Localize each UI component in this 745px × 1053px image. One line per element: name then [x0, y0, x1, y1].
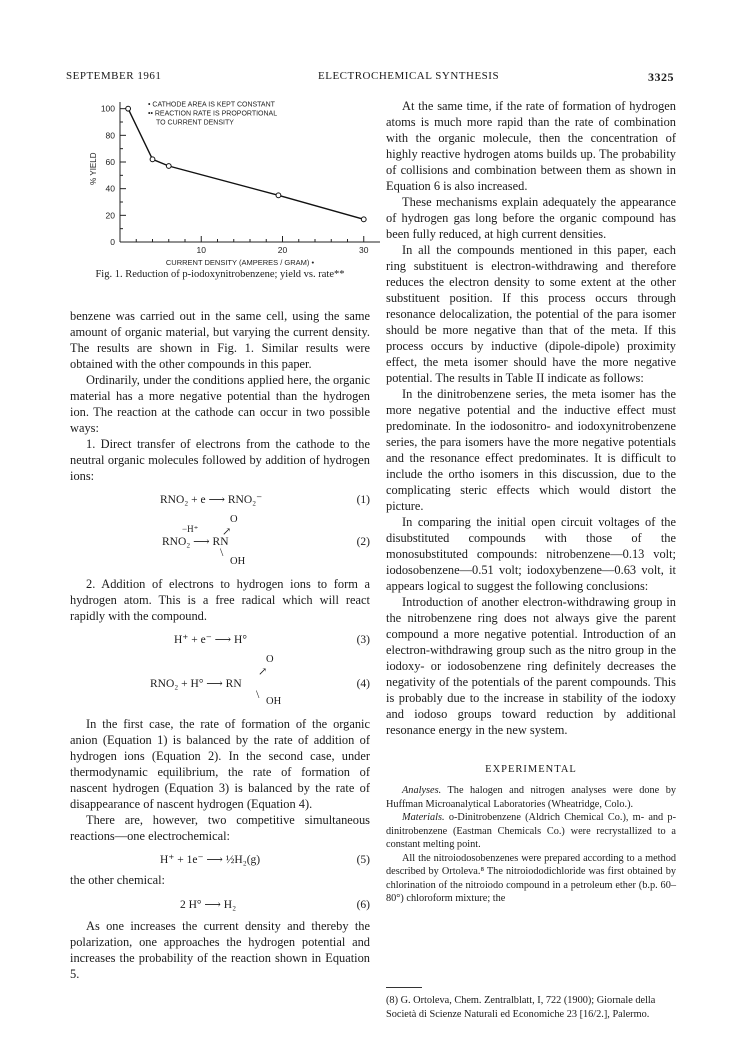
left-paragraph-1: benzene was carried out in the same cell, using the same amount of organic material, but varying the current density. The results are shown in Fig. 1. Similar results were obtained with the other compounds in this paper. [70, 309, 370, 371]
equation-2-number: (2) [356, 536, 370, 548]
data-point [276, 193, 281, 198]
equation-1-body: RNO₂ + e ⟶ RNO₂⁻ [160, 494, 263, 506]
experimental-materials [386, 811, 676, 852]
experimental-analyses [386, 784, 676, 811]
y-tick-label: 0 [110, 237, 115, 247]
equation-3-body: H⁺ + e⁻ ⟶ H° [174, 634, 247, 646]
equation-6-number: (6) [356, 899, 370, 911]
experimental-preparation: All the nitroiodosobenzenes were prepared according to a method described by Ortoleva.⁸ The nitroiododichloride was first obtained by chlorination of the nitroiodo compound in a petroleum ether (b.p. 60–80°) chloroform mixture; the [386, 852, 676, 904]
footnote-8: (8) G. Ortoleva, Chem. Zentralblatt, I, 722 (1900); Giornale della Società di Scienze Naturali ed Economiche 23 [16/2.], Palermo. [386, 995, 656, 1020]
materials-label: Materials. [402, 812, 445, 823]
running-date: SEPTEMBER 1961 [66, 70, 162, 82]
analyses-label: Analyses. [402, 785, 442, 796]
equation-3 [70, 630, 370, 652]
left-paragraph-2: Ordinarily, under the conditions applied here, the organic material has a more negative potential than the hydrogen ion. The reaction at the cathode can occur in two possible ways: [70, 373, 370, 435]
analyses-text: The halogen and nitrogen analyses were done by Huffman Microanalytical Laboratories (Wheatridge, Colo.). [386, 785, 677, 810]
equation-1-number: (1) [356, 494, 370, 506]
y-tick-label: 80 [105, 130, 115, 141]
equation-4-bond-up: ↗ [258, 666, 268, 678]
materials-text: o-Dinitrobenzene (Aldrich Chemical Co.), m- and p-dinitrobenzene (Eastman Chemicals Co.) were recrystallized to a constant melting point. [386, 812, 676, 850]
right-paragraph-4: In the dinitrobenzene series, the meta isomer has the more negative potential and the inductive effect must predominate. In the iodosonitro- and iodoxynitrobenzene series, the para isomers have the more negative potentials and the resonance effect predominates. It is difficult to include the ortho isomers in this discussion, due to the complicating steric effects which would distort the picture. [386, 387, 676, 513]
y-tick-label: 20 [105, 210, 115, 221]
equation-2-bond-up: ↗ [222, 526, 232, 538]
y-tick-label: 100 [100, 103, 115, 114]
equation-6 [70, 894, 370, 918]
equation-2-oh: OH [230, 556, 246, 567]
data-point [126, 106, 131, 111]
equation-4-o: O [266, 654, 274, 665]
data-point [361, 217, 366, 222]
left-paragraph-4: 2. Addition of electrons to hydrogen ions to form a hydrogen atom. This is a free radical which will react rapidly with the compound. [70, 577, 370, 623]
section-title-experimental: EXPERIMENTAL [485, 764, 577, 775]
legend-line-1: • CATHODE AREA IS KEPT CONSTANT [148, 101, 275, 109]
right-paragraph-5: In comparing the initial open circuit voltages of the disubstituted compounds with those of the monosubstituted compounds: nitrobenzene—0.13 volt; iodosobenzene—0.51 volt; iodoxybenzene—0.63 volt, it appears logical to suggest the following conclusions: [386, 515, 676, 593]
left-paragraph-8: As one increases the current density and thereby the polarization, one approaches the hydrogen potential and increases the probability of the reaction shown in Equation 5. [70, 919, 370, 981]
equation-4-body: RNO₂ + H° ⟶ RN [150, 678, 242, 690]
x-axis-label: CURRENT DENSITY (AMPERES / GRAM) • [165, 258, 315, 267]
left-paragraph-7: the other chemical: [70, 873, 165, 887]
equation-5 [70, 850, 370, 872]
page-number: 3325 [648, 70, 674, 84]
right-paragraph-1: At the same time, if the rate of formation of hydrogen atoms is much more rapid than the rate of combination with the organic molecule, then the concentration of highly reactive hydrogen atoms builds up. The probability of collisions and combination between them as shown in Equation 6 is also increased. [386, 99, 676, 193]
y-axis-label: % YIELD [89, 152, 98, 185]
data-point [150, 157, 155, 162]
figure-1-caption: Fig. 1. Reduction of p-iodoxynitrobenzene; yield vs. rate** [95, 269, 345, 280]
equation-4 [70, 652, 370, 708]
left-paragraph-6: There are, however, two competitive simultaneous reactions—one electrochemical: [70, 813, 370, 843]
equation-4-number: (4) [356, 678, 370, 690]
equation-6-body: 2 H° ⟶ H₂ [180, 899, 237, 911]
y-tick-label: 40 [105, 183, 115, 194]
equation-4-bond-down: \ [256, 687, 260, 701]
equation-2-body: RNO₂ ⟶ RN [162, 536, 229, 548]
running-journal-title: ELECTROCHEMICAL SYNTHESIS [318, 70, 500, 82]
footnote-rule [386, 987, 422, 988]
figure-1-chart [68, 92, 398, 272]
left-column [70, 308, 370, 982]
x-tick-label: 10 [196, 245, 206, 255]
legend-line-2: •• REACTION RATE IS PROPORTIONAL [148, 110, 278, 118]
data-point [166, 164, 171, 169]
left-paragraph-3: 1. Direct transfer of electrons from the cathode to the neutral organic molecules followed by addition of hydrogen ions: [70, 437, 370, 483]
equation-1 [70, 490, 370, 512]
right-paragraph-6: Introduction of another electron-withdrawing group in the nitrobenzene ring does not always give the parent compound a more negative potential. Introduction of an electron-withdrawing group such as the nitro group in the iodoxy- or iodosobenzene ring definitely decreases the negativity of the potentials of the parent compounds. This is probably due to the increase in stability of the iodoxy and iodoso groups toward reduction by additional resonance energy in the new system. [386, 595, 676, 737]
y-tick-label: 60 [105, 157, 115, 167]
equation-2 [70, 512, 370, 568]
right-paragraph-3: In all the compounds mentioned in this paper, each ring substituent is electron-withdrawing and therefore reduces the electron density to some extent at the other substituent position. If this process occurs through resonance delocalization, the potential of the para isomer should be more negative than that of the meta. If this process occurs by inductive (dipole-dipole) proximity effect, the meta isomer should have the more negative potential. The results in Table II indicate as follows: [386, 243, 676, 385]
equation-2-o: O [230, 514, 238, 525]
left-paragraph-5: In the first case, the rate of formation of the organic anion (Equation 1) is balanced by the rate of addition of hydrogen ions (Equation 2). In the second case, under thermodynamic equilibrium, the rate of formation of nascent hydrogen (Equation 3) is balanced by the rate of disappearance of nascent hydrogen (Equation 4). [70, 717, 370, 811]
equation-2-bond-down: \ [220, 545, 224, 559]
equation-2-over: −H⁺ [182, 524, 199, 534]
equation-3-number: (3) [356, 634, 370, 646]
right-paragraph-2: These mechanisms explain adequately the appearance of hydrogen gas long before the organic compound has been fully reduced, at high current densities. [386, 195, 676, 241]
equation-5-body: H⁺ + 1e⁻ ⟶ ½H₂(g) [160, 854, 261, 866]
x-tick-label: 20 [277, 245, 288, 255]
right-column [386, 98, 676, 906]
x-tick-label: 30 [359, 245, 369, 255]
equation-5-number: (5) [356, 854, 370, 866]
equation-4-oh: OH [266, 696, 282, 707]
legend-line-3: TO CURRENT DENSITY [156, 119, 234, 127]
